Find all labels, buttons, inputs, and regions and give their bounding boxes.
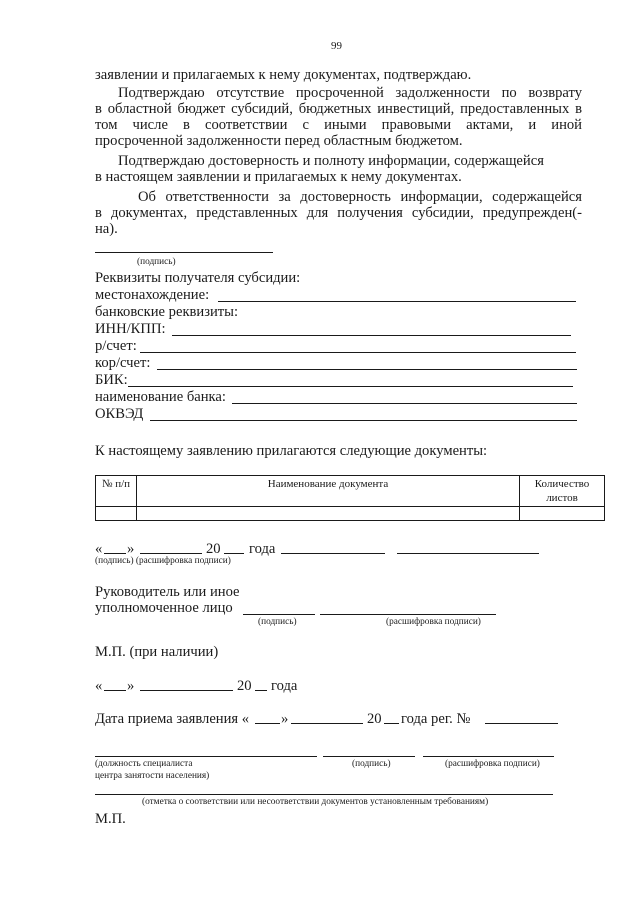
inn-kpp-field[interactable] <box>172 335 571 336</box>
inn-kpp-label: ИНН/КПП: <box>95 321 166 337</box>
paragraph-line: в настоящем заявлении и прилагаемых к нему документах. <box>95 169 462 185</box>
receipt-day-field[interactable] <box>255 723 280 724</box>
staff-caption-2: центра занятости населения) <box>95 771 210 781</box>
table-cell[interactable] <box>520 507 605 521</box>
paragraph-line: Об ответственности за достоверность информации, содержащейся <box>138 189 582 205</box>
receipt-year-prefix: 20 <box>367 711 382 727</box>
receipt-label: Дата приема заявления « <box>95 711 250 727</box>
bik-field[interactable] <box>128 386 573 387</box>
paragraph-line: Подтверждаю отсутствие просроченной задолженности по возврату <box>118 85 582 101</box>
okved-label: ОКВЭД <box>95 406 144 422</box>
quote-close: » <box>127 678 135 694</box>
head-line-1: Руководитель или иное <box>95 584 240 600</box>
receipt-year-field[interactable] <box>384 723 399 724</box>
date-line-caption: (подпись) (расшифровка подписи) <box>95 556 231 566</box>
documents-table <box>95 475 605 521</box>
table-header-count: Количество листов <box>520 476 605 507</box>
paragraph-line: заявлении и прилагаемых к нему документах, подтверждаю. <box>95 67 472 83</box>
signature-field[interactable] <box>281 553 385 554</box>
requisites-title: Реквизиты получателя субсидии: <box>95 270 301 286</box>
corr-account-label: кор/счет: <box>95 355 151 371</box>
corr-account-field[interactable] <box>157 369 577 370</box>
location-label: местонахождение: <box>95 287 210 303</box>
month-field[interactable] <box>140 690 233 691</box>
head-signature-field[interactable] <box>243 614 315 615</box>
bank-name-field[interactable] <box>232 403 577 404</box>
paragraph-line: в документах, представленных для получения субсидии, предупрежден(- <box>95 205 582 221</box>
compliance-field[interactable] <box>95 794 553 795</box>
head-line-2: уполномоченное лицо <box>95 600 233 616</box>
year-prefix: 20 <box>237 678 252 694</box>
paragraph-line: том числе в соответствии с иными правовыми актами, и иной <box>95 117 582 133</box>
bank-name-label: наименование банка: <box>95 389 226 405</box>
table-header-number: № п/п <box>96 476 137 507</box>
paragraph-line: просроченной задолженности перед областным бюджетом. <box>95 133 463 149</box>
quote-open: « <box>95 678 103 694</box>
month-field[interactable] <box>140 553 202 554</box>
registration-number-field[interactable] <box>485 723 558 724</box>
staff-caption-1: (должность специалиста <box>95 759 193 769</box>
stamp-if-any: М.П. (при наличии) <box>95 644 219 660</box>
staff-position-field[interactable] <box>95 756 317 757</box>
signature-decode-field[interactable] <box>397 553 539 554</box>
day-field[interactable] <box>104 553 126 554</box>
paragraph-line: Подтверждаю достоверность и полноту информации, содержащейся <box>118 153 544 169</box>
head-decode-field[interactable] <box>320 614 496 615</box>
stamp-label: М.П. <box>95 811 126 827</box>
receipt-month-field[interactable] <box>291 723 363 724</box>
day-field[interactable] <box>104 690 126 691</box>
staff-decode-field[interactable] <box>423 756 554 757</box>
table-header-name: Наименование документа <box>137 476 520 507</box>
paragraph-line: в областной бюджет субсидий, бюджетных инвестиций, предоставленных в <box>95 101 582 117</box>
table-cell[interactable] <box>137 507 520 521</box>
year-field[interactable] <box>255 690 267 691</box>
paragraph-line: на). <box>95 221 118 237</box>
staff-sign-caption: (подпись) <box>352 759 391 769</box>
year-field[interactable] <box>224 553 244 554</box>
account-label: р/счет: <box>95 338 137 354</box>
signature-caption: (подпись) <box>137 257 176 267</box>
bik-label: БИК: <box>95 372 128 388</box>
attachments-intro: К настоящему заявлению прилагаются следующие документы: <box>95 443 488 459</box>
quote-close: » <box>127 541 135 557</box>
signature-line[interactable] <box>95 252 273 253</box>
year-word: года <box>271 678 298 694</box>
okved-field[interactable] <box>150 420 577 421</box>
receipt-quote-close: » <box>281 711 289 727</box>
location-field[interactable] <box>218 301 576 302</box>
head-sign-caption: (подпись) <box>258 617 297 627</box>
table-cell[interactable] <box>96 507 137 521</box>
compliance-caption: (отметка о соответствии или несоответствии документов установленным требованиям) <box>142 797 489 807</box>
staff-signature-field[interactable] <box>323 756 415 757</box>
bank-requisites-label: банковские реквизиты: <box>95 304 239 320</box>
head-decode-caption: (расшифровка подписи) <box>386 617 481 627</box>
staff-decode-caption: (расшифровка подписи) <box>445 759 540 769</box>
account-field[interactable] <box>140 352 576 353</box>
page-number: 99 <box>331 40 342 52</box>
year-prefix: 20 <box>206 541 221 557</box>
quote-open: « <box>95 541 103 557</box>
receipt-year-word: года рег. № <box>401 711 471 727</box>
year-word: года <box>249 541 276 557</box>
